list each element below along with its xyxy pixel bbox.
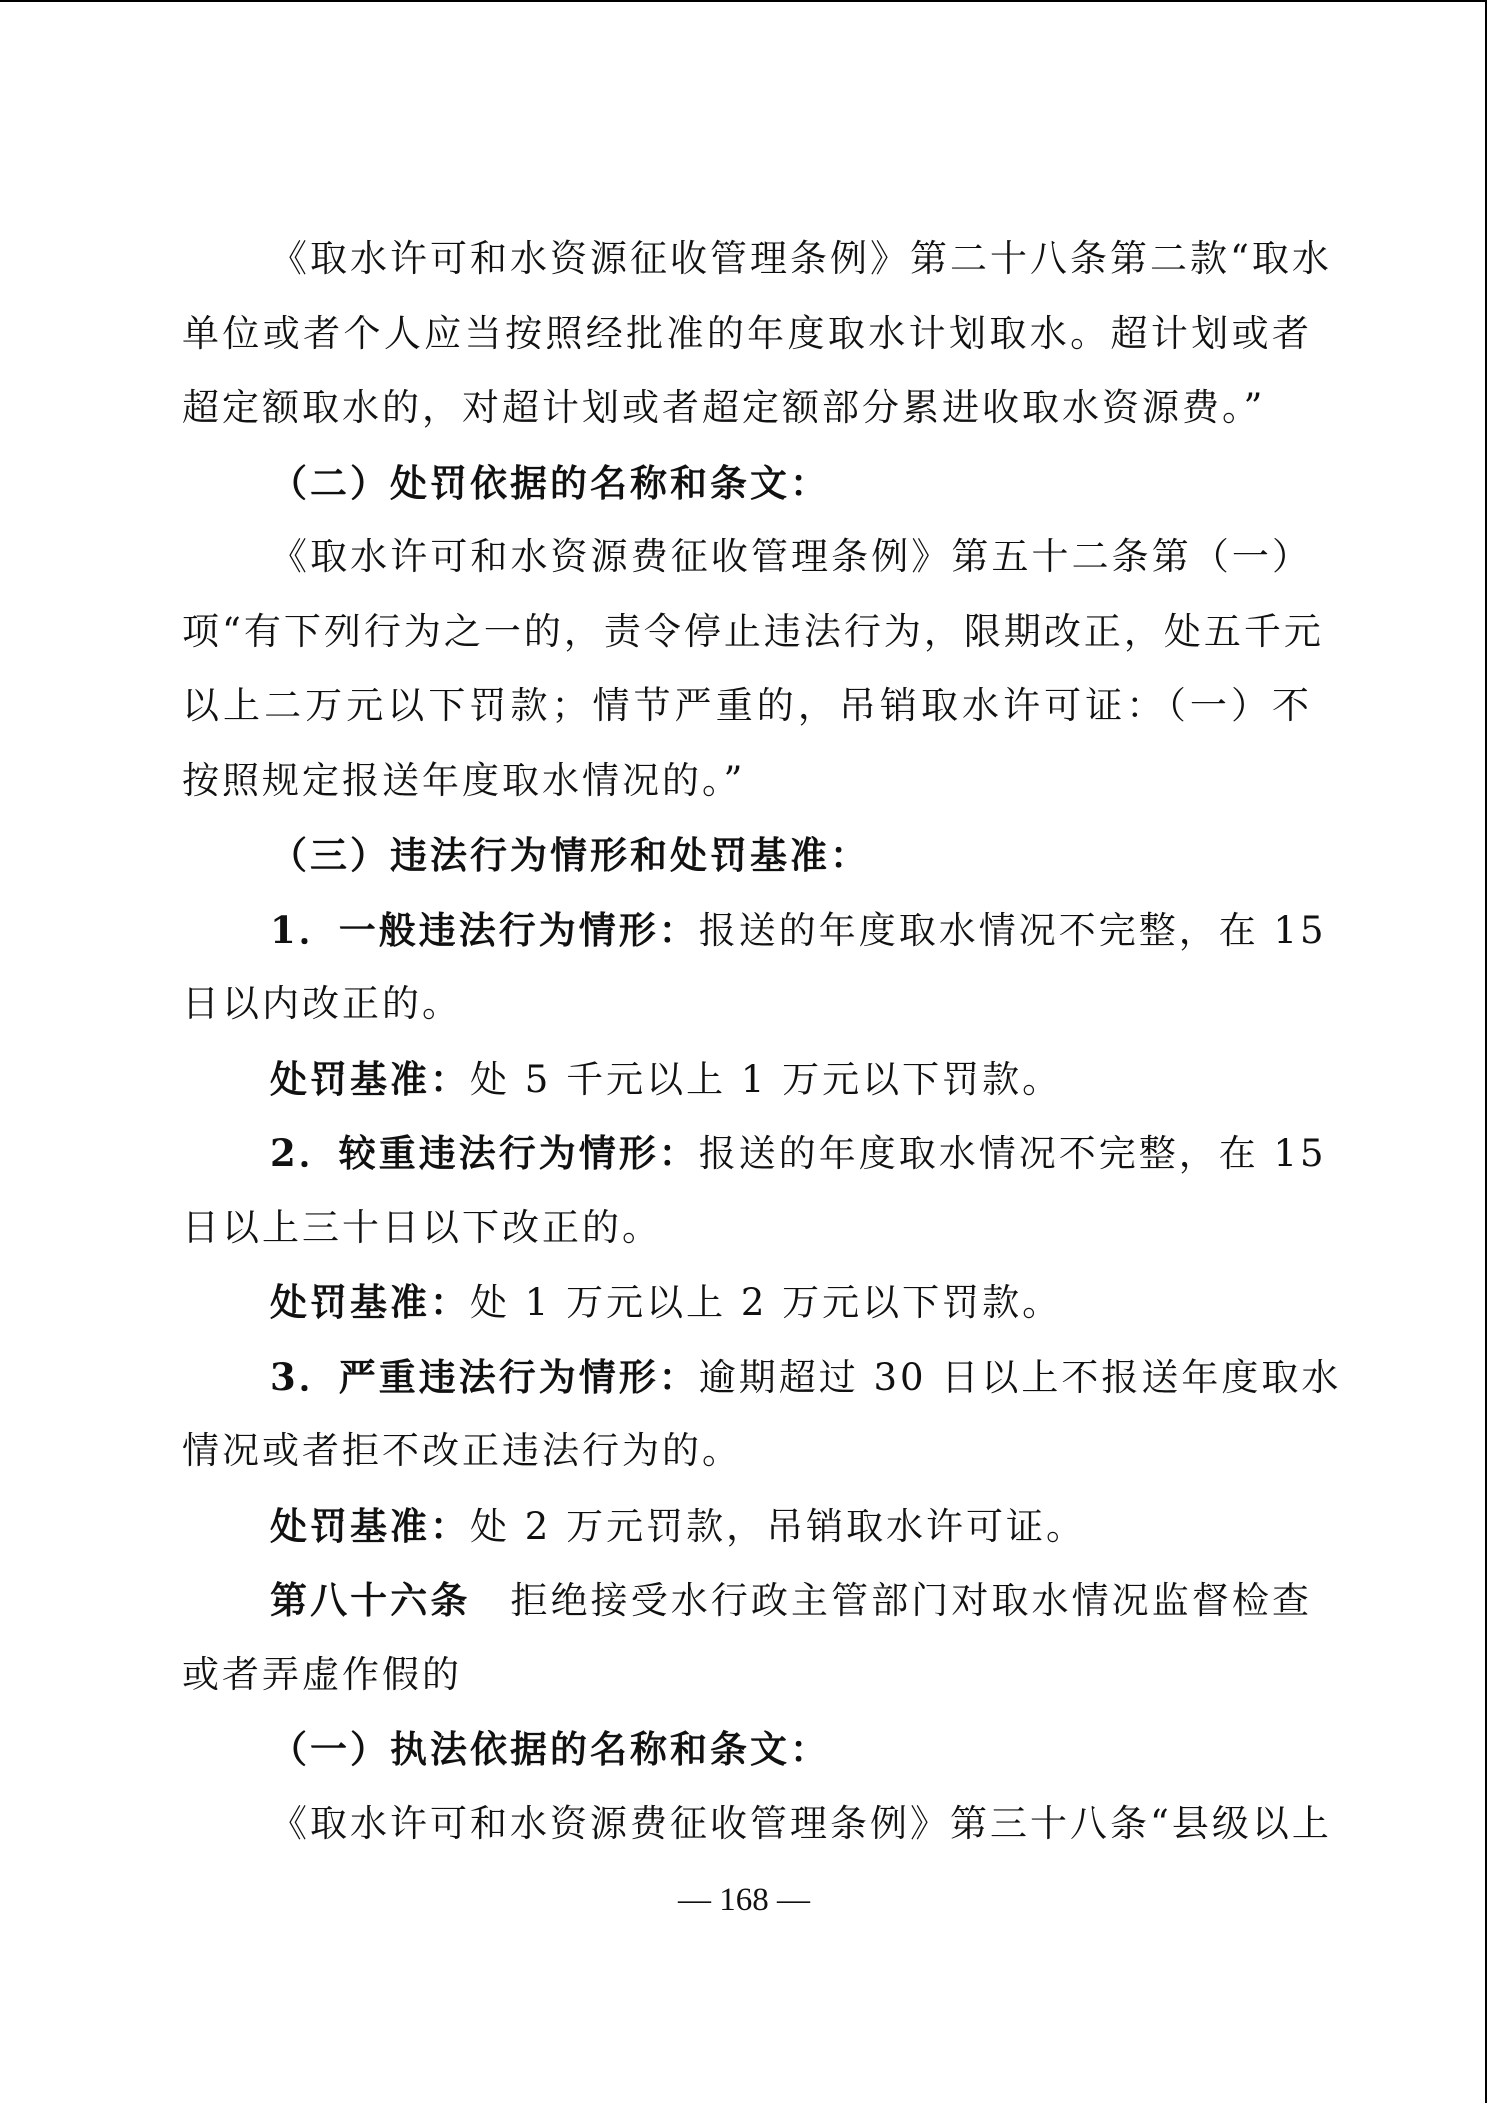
item-label: 处罚基准： — [270, 1503, 470, 1548]
page-number: — 168 — — [678, 1882, 810, 1918]
item-label: 1．一般违法行为情形： — [270, 907, 699, 952]
document-body — [182, 222, 1342, 1861]
paragraph-line: 《取水许可和水资源费征收管理条例》第三十八条“县级以上 — [270, 1801, 1332, 1845]
paragraph-line: 《取水许可和水资源费征收管理条例》第五十二条第（一） — [270, 535, 1312, 578]
paragraph-line: 日以内改正的。 — [182, 982, 462, 1025]
paragraph-line: 按照规定报送年度取水情况的。” — [182, 758, 746, 802]
article-heading-line: 第八十六条 拒绝接受水行政主管部门对取水情况监督检查 — [270, 1578, 1313, 1622]
section-heading: （一）执法依据的名称和条文： — [270, 1727, 830, 1771]
paragraph-line: 或者弄虚作假的 — [182, 1652, 462, 1696]
paragraph-line: 日以上三十日以下改正的。 — [182, 1205, 662, 1249]
paragraph-line: 3．严重违法行为情形：逾期超过 30 日以上不报送年度取水 — [270, 1354, 1342, 1399]
item-label: 处罚基准： — [270, 1280, 470, 1324]
paragraph-line: 项“有下列行为之一的，责令停止违法行为，限期改正，处五千元 — [182, 609, 1324, 653]
article-number: 第八十六条 — [270, 1578, 471, 1622]
paragraph-line: 处罚基准：处 1 万元以上 2 万元以下罚款。 — [270, 1280, 1063, 1324]
paragraph-line: 2．较重违法行为情形：报送的年度取水情况不完整，在 15 — [270, 1131, 1327, 1175]
paragraph-line: 超定额取水的，对超计划或者超定额部分累进收取水资源费。” — [182, 386, 1266, 429]
paragraph-line: 情况或者拒不改正违法行为的。 — [182, 1429, 742, 1472]
paragraph-line: 处罚基准：处 2 万元罚款，吊销取水许可证。 — [270, 1503, 1087, 1548]
item-label: 3．严重违法行为情形： — [270, 1354, 699, 1399]
paragraph-line: 单位或者个人应当按照经批准的年度取水计划取水。超计划或者 — [182, 311, 1312, 355]
item-label: 处罚基准： — [270, 1056, 470, 1101]
paragraph-line: 以上二万元以下罚款；情节严重的，吊销取水许可证：（一）不 — [182, 684, 1312, 727]
section-heading: （二）处罚依据的名称和条文： — [270, 460, 830, 505]
paragraph-line: 处罚基准：处 5 千元以上 1 万元以下罚款。 — [270, 1056, 1063, 1101]
paragraph-line: 《取水许可和水资源征收管理条例》第二十八条第二款“取水 — [270, 237, 1332, 280]
section-heading: （三）违法行为情形和处罚基准： — [270, 833, 870, 877]
paragraph-line: 1．一般违法行为情形：报送的年度取水情况不完整，在 15 — [270, 907, 1327, 952]
item-label: 2．较重违法行为情形： — [270, 1131, 699, 1175]
